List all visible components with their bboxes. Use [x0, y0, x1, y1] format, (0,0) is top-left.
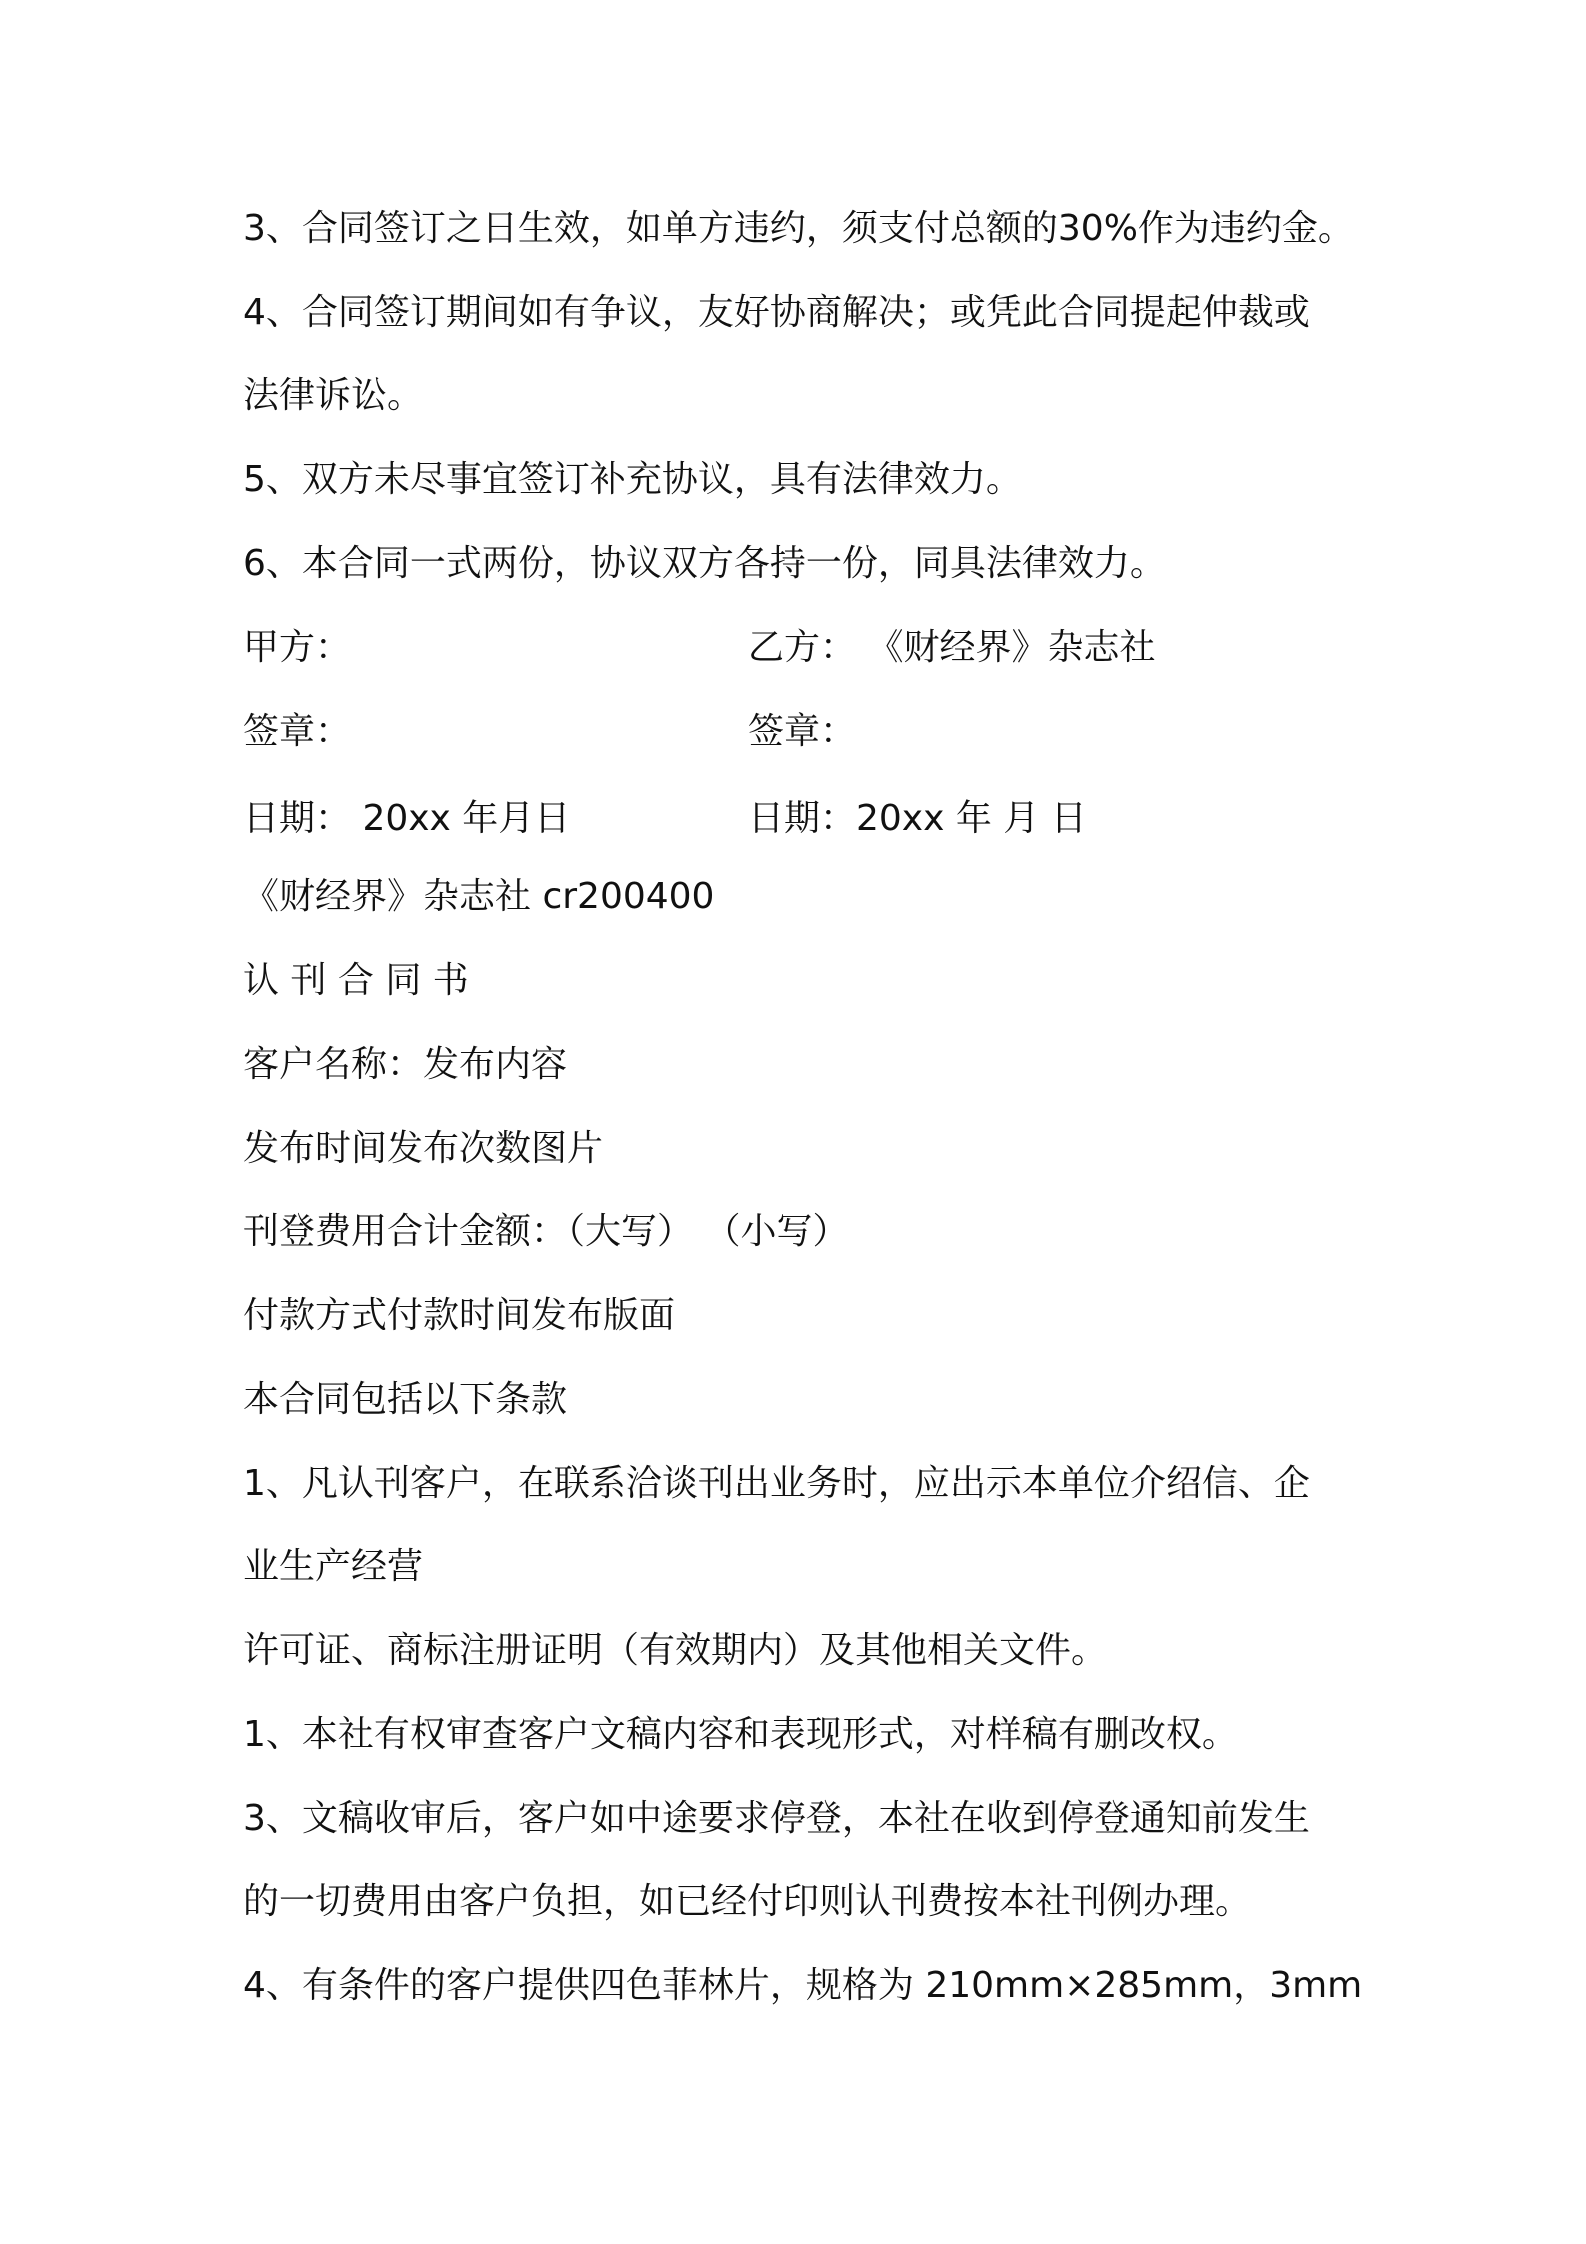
term-1-licenses: 许可证、商标注册证明（有效期内）及其他相关文件。 [243, 1630, 1108, 1671]
clause-3-effective: 3、合同签订之日生效，如单方违约，须支付总额的30%作为违约金。 [243, 208, 1354, 249]
party-b-label: 乙方： 《财经界》杂志社 [748, 627, 1156, 668]
clause-5-supplement: 5、双方未尽事宜签订补充协议，具有法律效力。 [243, 459, 1022, 500]
seal-row [243, 708, 857, 756]
term-1-customer-cont: 业生产经营 [243, 1546, 424, 1587]
party-a-label: 甲方： [243, 627, 352, 668]
clause-6-copies: 6、本合同一式两份，协议双方各持一份，同具法律效力。 [243, 543, 1166, 584]
seal-a-label: 签章： [243, 711, 352, 752]
date-a-label: 日期： 20xx 年月日 [243, 798, 571, 839]
publish-time-line: 发布时间发布次数图片 [243, 1128, 604, 1169]
clause-4-disputes-cont: 法律诉讼。 [243, 375, 424, 416]
term-review-rights: 1、本社有权审查客户文稿内容和表现形式，对样稿有删改权。 [243, 1714, 1238, 1755]
party-row [243, 624, 1156, 672]
date-b-label: 日期：20xx 年 月 日 [748, 798, 1087, 839]
contract-title: 认 刊 合 同 书 [243, 960, 469, 1001]
terms-heading: 本合同包括以下条款 [243, 1379, 568, 1420]
fee-amount-line: 刊登费用合计金额：（大写） （小写） [243, 1211, 849, 1252]
term-4-film: 4、有条件的客户提供四色菲林片，规格为 210mm×285mm，3mm [243, 1965, 1363, 2006]
payment-method-line: 付款方式付款时间发布版面 [243, 1295, 676, 1336]
customer-name-line: 客户名称：发布内容 [243, 1044, 568, 1085]
term-3-cancellation: 3、文稿收审后，客户如中途要求停登，本社在收到停登通知前发生 [243, 1798, 1310, 1839]
publisher-line: 《财经界》杂志社 cr200400 [243, 876, 715, 917]
term-3-cancellation-cont: 的一切费用由客户负担，如已经付印则认刊费按本社刊例办理。 [243, 1881, 1252, 1922]
term-1-customer: 1、凡认刊客户，在联系洽谈刊出业务时，应出示本单位介绍信、企 [243, 1463, 1310, 1504]
seal-b-label: 签章： [748, 711, 857, 752]
clause-4-disputes: 4、合同签订期间如有争议，友好协商解决；或凭此合同提起仲裁或 [243, 292, 1310, 333]
date-row [243, 795, 1087, 843]
